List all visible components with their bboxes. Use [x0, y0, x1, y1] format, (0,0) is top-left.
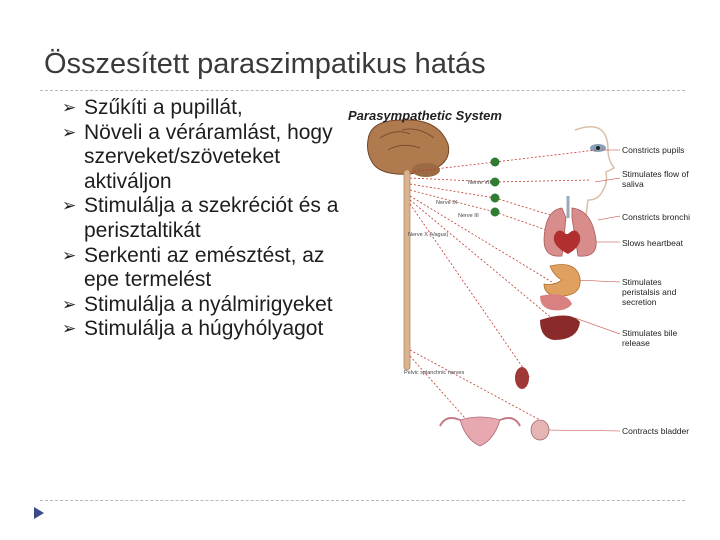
footer-divider: [40, 500, 685, 501]
nerve-label: Nerve VII: [468, 180, 491, 186]
bullet-text: Szűkíti a pupillát,: [84, 96, 243, 119]
arrow-bullet-icon: ➢: [62, 245, 77, 265]
effect-label: Stimulates flow of saliva: [622, 169, 689, 189]
bullet-item: [62, 244, 352, 293]
parasympathetic-figure: [340, 100, 691, 455]
ganglia: [491, 158, 500, 217]
uterus-shape: [460, 417, 500, 446]
arrow-bullet-icon: ➢: [62, 294, 77, 314]
nerve-label: Pelvic splanchnic nerves: [404, 370, 465, 376]
bullet-text: Serkenti az emésztést, az epe termelést: [84, 243, 325, 292]
effect-label: Constricts pupils: [622, 145, 685, 155]
arrow-bullet-icon: ➢: [62, 319, 77, 339]
play-triangle-icon: [33, 506, 45, 520]
bullet-item: [62, 96, 352, 121]
bullet-text: Növeli a véráramlást, hogy szerveket/szöveteket aktiváljon: [84, 120, 333, 193]
effect-label: Slows heartbeat: [622, 238, 683, 248]
pupil-shape: [596, 146, 600, 150]
bullet-text: Stimulálja a nyálmirigyeket: [84, 292, 333, 316]
bladder-shape: [531, 420, 549, 440]
effect-label: Stimulates peristalsis and secretion: [622, 277, 677, 307]
bullet-item: [62, 121, 352, 195]
spinal-cord: [404, 170, 410, 370]
bullet-list: [62, 96, 352, 342]
nerve-label: Nerve III: [458, 213, 479, 219]
effect-label: Contracts bladder: [622, 426, 690, 436]
nerve-label: Nerve IX: [436, 200, 458, 206]
arrow-bullet-icon: ➢: [62, 196, 77, 216]
stomach-shape: [544, 265, 580, 297]
bullet-text: Stimulálja a szekréciót és a perisztaltikát: [84, 194, 339, 242]
effect-label: Constricts bronchi: [622, 212, 691, 222]
nerve-label: Nerve X (Vagus): [408, 232, 449, 238]
liver-shape: [540, 315, 580, 340]
bullet-text: Stimulálja a húgyhólyagot: [84, 317, 324, 341]
bullet-item: [62, 194, 352, 243]
effect-label: Stimulates bile release: [622, 328, 678, 348]
bullet-item: [62, 317, 352, 342]
figure-title: Parasympathetic System: [348, 108, 502, 123]
bullet-item: [62, 293, 352, 318]
arrow-bullet-icon: ➢: [62, 122, 77, 142]
intestine-shape: [540, 294, 572, 310]
title-divider: [40, 90, 685, 91]
kidney-shape: [515, 367, 529, 389]
slide-title: Összesített paraszimpatikus hatás: [44, 48, 486, 80]
head-outline: [575, 127, 614, 216]
arrow-bullet-icon: ➢: [62, 98, 77, 117]
